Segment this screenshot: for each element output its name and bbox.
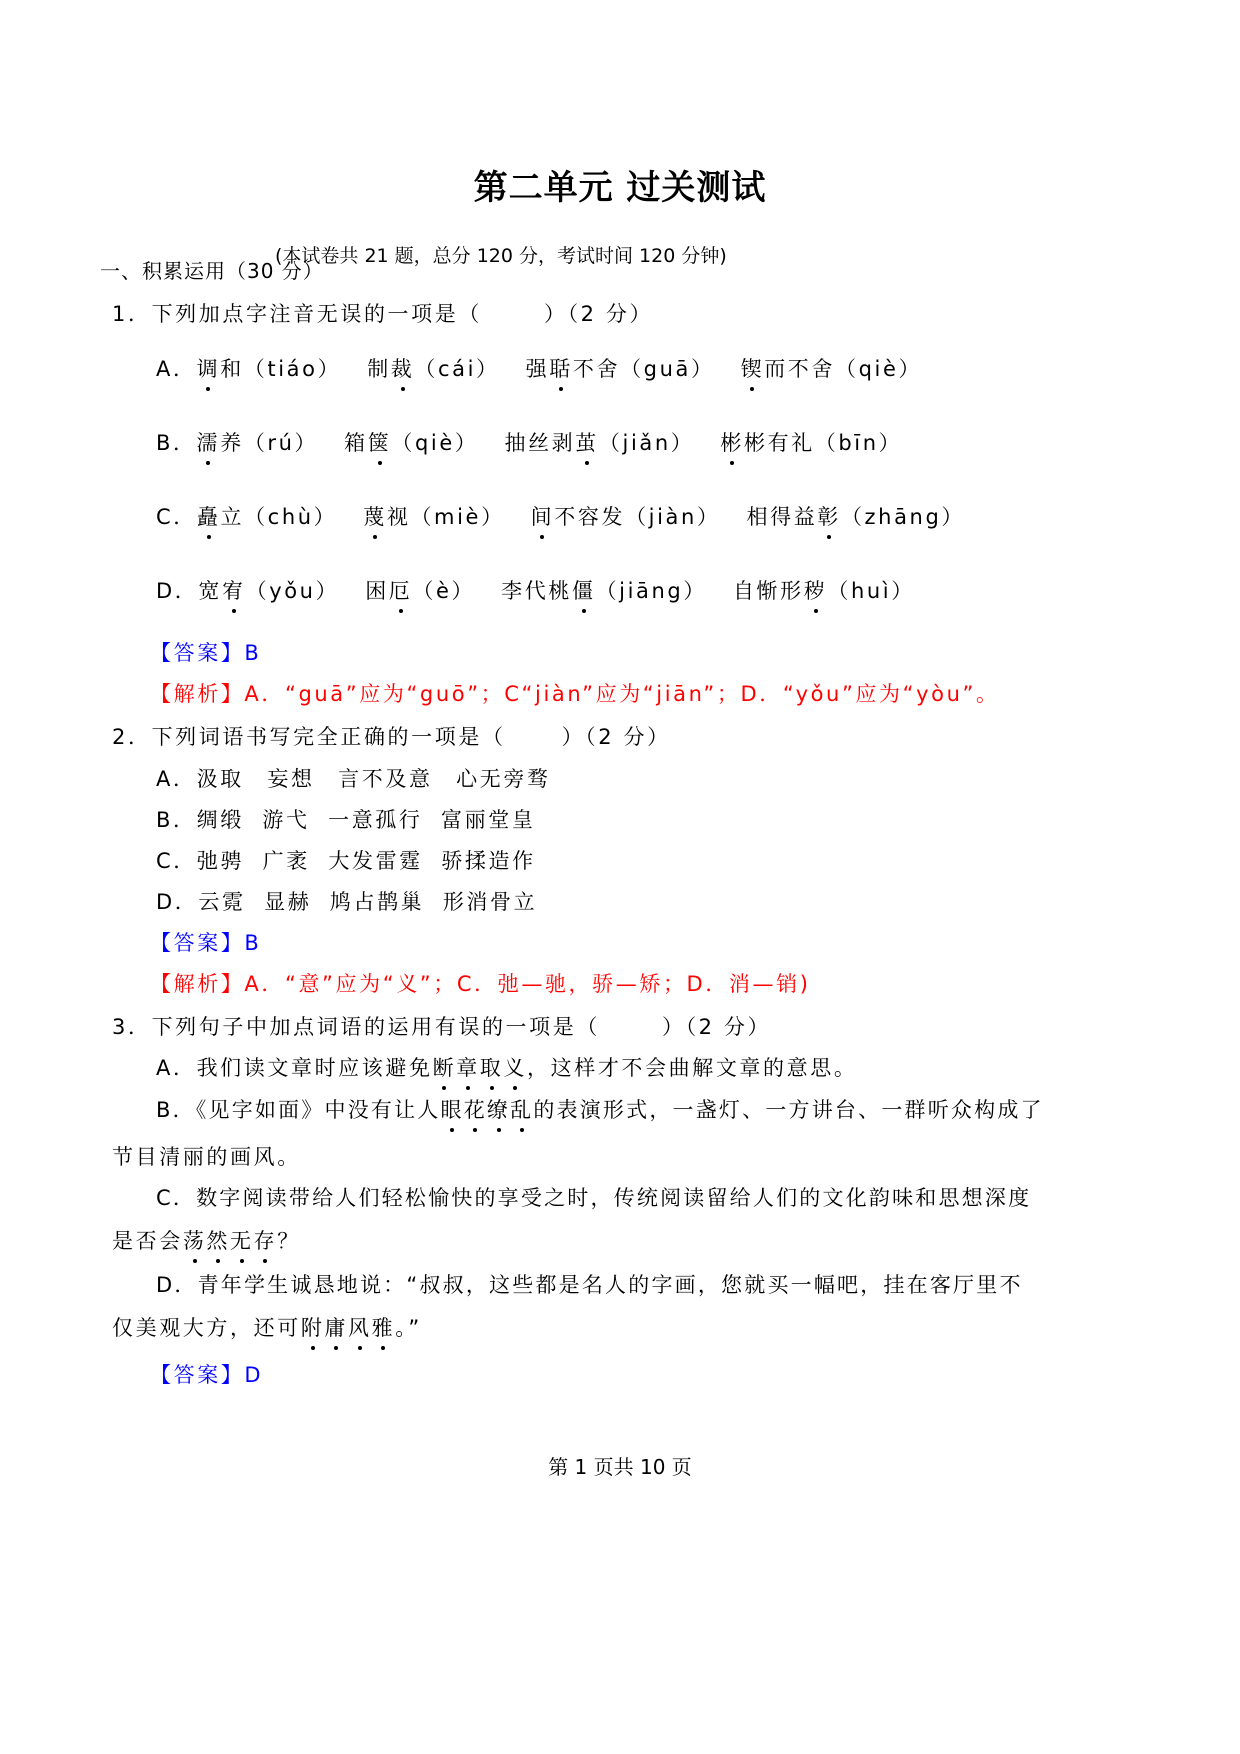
answer-label: 【答案】 — [150, 641, 245, 665]
question-3-option-c — [156, 1183, 1031, 1213]
option-text: 弛骋 广袤 大发雷霆 骄揉造作 — [196, 849, 536, 873]
option-label: D． — [156, 1273, 198, 1297]
option-label: A． — [156, 357, 197, 381]
option-text: 青年学生诚恳地说：“叔叔，这些都是名人的字画，您就买一幅吧，挂在客厅里不 — [197, 1273, 1023, 1297]
dotted-char: 间 — [531, 502, 555, 532]
dotted-char: 然 — [206, 1226, 230, 1256]
dotted-char: 彬 — [720, 428, 744, 458]
exam-info: (本试卷共 21 题，总分 120 分，考试时间 120 分钟) — [275, 245, 727, 267]
dotted-char: 花 — [464, 1095, 487, 1125]
question-1-analysis — [150, 679, 1000, 709]
analysis-text: A．“guā”应为“guō”；C“jiàn”应为“jiān”；D．“yǒu”应为“yòu”。 — [244, 682, 1000, 706]
question-2-option-c — [156, 846, 536, 876]
dotted-char: 义 — [503, 1053, 527, 1083]
option-text: 李代桃 — [501, 579, 572, 603]
question-1-option-d — [156, 576, 915, 606]
option-text: （qiè） — [391, 431, 479, 455]
dotted-char: 矗 — [197, 502, 221, 532]
question-1-option-a — [156, 354, 922, 384]
question-1-answer — [150, 638, 261, 668]
answer-value: D — [244, 1363, 264, 1387]
option-text: 《见字如面》中没有让人 — [195, 1098, 441, 1122]
option-text: 我们读文章时应该避免 — [196, 1056, 433, 1080]
dotted-char: 箧 — [368, 428, 392, 458]
option-text: 。” — [395, 1316, 422, 1340]
question-2-option-b — [156, 805, 535, 835]
analysis-text: A．“意”应为“义”；C．弛—驰，骄—矫；D．消—销) — [244, 972, 811, 996]
question-3-option-b-continued: 节目清丽的画风。 — [112, 1145, 301, 1169]
option-text: 仅美观大方，还可 — [112, 1316, 301, 1340]
question-3-option-c-continued — [112, 1226, 301, 1256]
option-label: B． — [156, 808, 197, 832]
question-3-option-a — [156, 1053, 857, 1083]
question-1-option-b — [156, 428, 902, 458]
option-text: 的表演形式，一盏灯、一方讲台、一群听众构成了 — [533, 1098, 1044, 1122]
option-text: 困 — [365, 579, 389, 603]
option-text: 养（rú） — [220, 431, 319, 455]
dotted-char: 无 — [230, 1226, 254, 1256]
dotted-char: 秽 — [804, 576, 828, 606]
option-text: （cái） — [414, 357, 500, 381]
question-1-stem — [112, 299, 653, 329]
dotted-char: 雅 — [372, 1313, 396, 1343]
option-text: 自惭形 — [732, 579, 804, 603]
option-text: 和（tiáo） — [220, 357, 342, 381]
question-2-stem — [112, 722, 671, 752]
dotted-char: 调 — [197, 354, 221, 384]
dotted-char: 乱 — [510, 1095, 533, 1125]
option-text: 箱 — [344, 431, 368, 455]
dotted-char: 僵 — [572, 576, 596, 606]
dotted-char: 聒 — [549, 354, 573, 384]
dotted-char: 存 — [254, 1226, 278, 1256]
option-text: （yǒu） — [245, 579, 340, 603]
section-heading: 一、积累运用（30 分） — [100, 259, 324, 283]
option-label: D． — [156, 890, 199, 914]
question-3-answer — [150, 1360, 263, 1390]
dotted-phrase — [301, 1316, 395, 1340]
dotted-char: 庸 — [324, 1313, 348, 1343]
option-text: 视（miè） — [386, 505, 505, 529]
option-label: A． — [156, 1056, 197, 1080]
option-text: 制 — [367, 357, 391, 381]
question-2-answer — [150, 928, 261, 958]
dotted-char: 彰 — [817, 502, 841, 532]
question-stem: 下列句子中加点词语的运用有误的一项是（ — [151, 1015, 600, 1039]
dotted-char: 厄 — [389, 576, 413, 606]
question-3-option-b — [156, 1095, 1044, 1125]
dotted-char: 濡 — [197, 428, 221, 458]
analysis-label: 【解析】 — [150, 682, 245, 706]
option-text: 云霓 显赫 鸠占鹊巢 形消骨立 — [198, 890, 538, 914]
question-2-analysis — [150, 969, 811, 999]
option-text: 抽丝剥 — [504, 431, 576, 455]
dotted-char: 宥 — [222, 576, 246, 606]
dotted-phrase — [441, 1098, 534, 1122]
page-number: 第 1 页共 10 页 — [548, 1455, 692, 1479]
question-number: 3． — [112, 1015, 152, 1039]
option-label: C． — [156, 849, 197, 873]
dotted-phrase — [183, 1229, 277, 1253]
option-text: ，这样才不会曲解文章的意思。 — [527, 1056, 858, 1080]
option-label: B． — [156, 431, 197, 455]
option-text: 强 — [525, 357, 550, 381]
page-title: 第二单元 过关测试 — [473, 168, 767, 208]
question-1-option-c — [156, 502, 965, 532]
option-text: ？ — [277, 1229, 301, 1253]
dotted-char: 茧 — [575, 428, 599, 458]
option-label: C． — [156, 1186, 197, 1210]
option-text: 数字阅读带给人们轻松愉快的享受之时，传统阅读留给人们的文化韵味和思想深度 — [196, 1186, 1032, 1210]
question-stem: 下列加点字注音无误的一项是（ — [151, 302, 482, 326]
option-label: A． — [156, 767, 197, 791]
dotted-char: 眼 — [441, 1095, 464, 1125]
dotted-phrase — [433, 1056, 527, 1080]
dotted-char: 风 — [348, 1313, 372, 1343]
dotted-char: 章 — [456, 1053, 480, 1083]
question-score: ）（2 分） — [543, 302, 654, 326]
option-text: 立（chù） — [220, 505, 338, 529]
option-text: （jiāng） — [595, 579, 707, 603]
answer-value: B — [244, 931, 262, 955]
answer-value: B — [244, 641, 262, 665]
answer-label: 【答案】 — [150, 931, 245, 955]
option-text: 相得益 — [746, 505, 818, 529]
option-label: B． — [156, 1098, 196, 1122]
option-text: （è） — [412, 579, 476, 603]
dotted-char: 荡 — [183, 1226, 207, 1256]
question-3-stem — [112, 1012, 771, 1042]
question-stem: 下列词语书写完全正确的一项是（ — [151, 725, 506, 749]
option-text: 绸缎 游弋 一意孤行 富丽堂皇 — [196, 808, 536, 832]
question-2-option-d — [156, 887, 537, 917]
option-text: 汲取 妄想 言不及意 心无旁骛 — [196, 767, 551, 791]
question-score: ）（2 分） — [661, 1015, 772, 1039]
option-text: （jiǎn） — [598, 431, 695, 455]
option-text: （huì） — [827, 579, 915, 603]
dotted-char: 锲 — [741, 354, 765, 384]
question-3-option-d — [156, 1270, 1023, 1300]
dotted-char: 缭 — [487, 1095, 510, 1125]
option-label: C． — [156, 505, 197, 529]
analysis-label: 【解析】 — [150, 972, 245, 996]
option-text: 是否会 — [112, 1229, 183, 1253]
dotted-char: 蔑 — [363, 502, 387, 532]
option-text: 彬有礼（bīn） — [743, 431, 903, 455]
option-label: D． — [156, 579, 199, 603]
question-number: 1． — [112, 302, 152, 326]
dotted-char: 断 — [433, 1053, 457, 1083]
dotted-char: 取 — [480, 1053, 504, 1083]
dotted-char: 裁 — [391, 354, 415, 384]
option-text: （zhāng） — [840, 505, 965, 529]
question-number: 2． — [112, 725, 152, 749]
option-text: 不舍（guā） — [572, 357, 715, 381]
answer-label: 【答案】 — [150, 1363, 245, 1387]
option-text: 而不舍（qiè） — [764, 357, 923, 381]
question-3-option-d-continued — [112, 1313, 422, 1343]
question-2-option-a — [156, 764, 551, 794]
option-text: 宽 — [198, 579, 222, 603]
option-text: 不容发（jiàn） — [554, 505, 721, 529]
dotted-char: 附 — [301, 1313, 325, 1343]
question-score: ）（2 分） — [561, 725, 671, 749]
